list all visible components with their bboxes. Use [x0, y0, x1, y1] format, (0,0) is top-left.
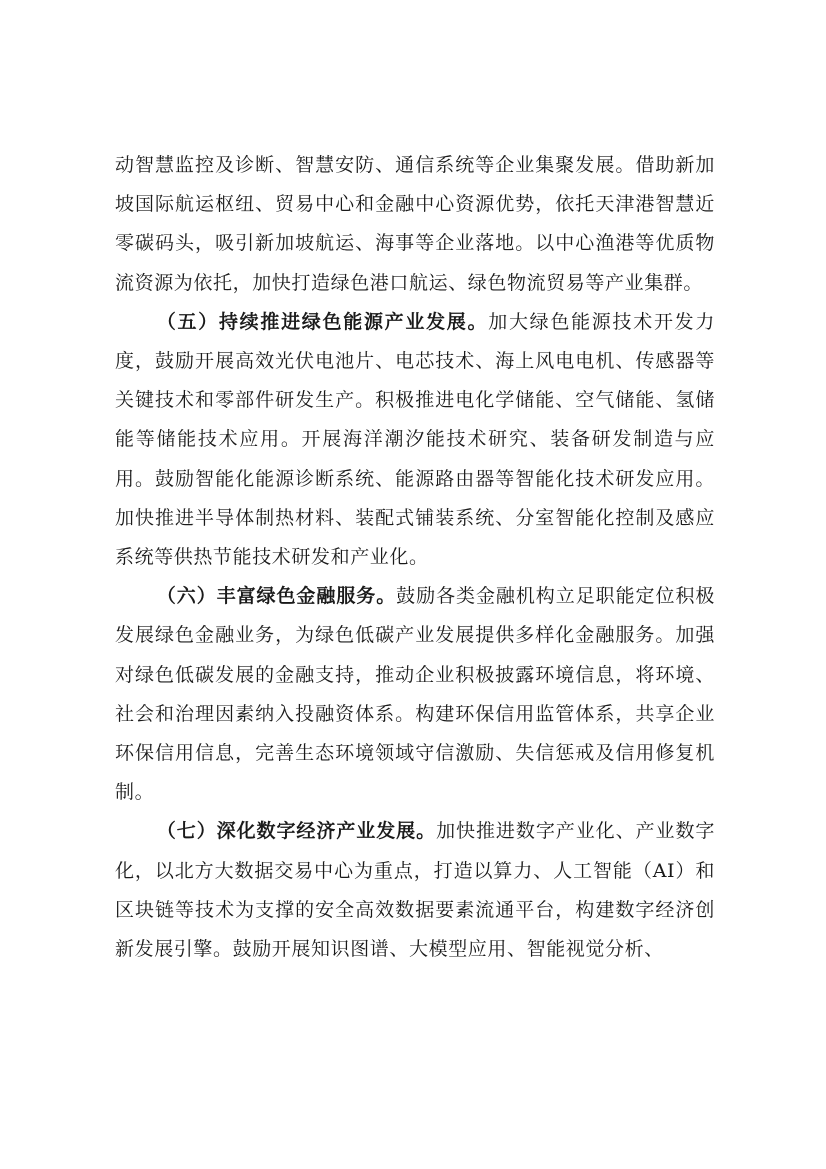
document-body: [115, 146, 715, 969]
paragraph-continuation: [115, 146, 715, 303]
section-heading: （五）持续推进绿色能源产业发展。: [156, 310, 489, 333]
paragraph-text: 动智慧监控及诊断、智慧安防、通信系统等企业集聚发展。借助新加坡国际航运枢纽、贸易中心和金融中心资源优势，依托天津港智慧近零碳码头，吸引新加坡航运、海事等企业落地。以中心渔港等优质物流资源为依托，加快打造绿色港口航运、绿色物流贸易等产业集群。: [115, 154, 715, 294]
paragraph-text: 鼓励各类金融机构立足职能定位积极发展绿色金融业务，为绿色低碳产业发展提供多样化金融服务。加强对绿色低碳发展的金融支持，推动企业积极披露环境信息，将环境、社会和治理因素纳入投融资体系。构建环保信用监管体系，共享企业环保信用信息，完善生态环境领域守信激励、失信惩戒及信用修复机制。: [115, 585, 715, 804]
section-heading: （六）丰富绿色金融服务。: [156, 585, 397, 608]
paragraph-green-finance: [115, 577, 715, 812]
paragraph-green-energy: [115, 303, 715, 577]
paragraph-digital-economy: [115, 812, 715, 969]
paragraph-text: 加大绿色能源技术开发力度，鼓励开展高效光伏电池片、电芯技术、海上风电电机、传感器等关键技术和零部件研发生产。积极推进电化学储能、空气储能、氢储能等储能技术应用。开展海洋潮汐能技术研究、装备研发制造与应用。鼓励智能化能源诊断系统、能源路由器等智能化技术研发应用。加快推进半导体制热材料、装配式铺装系统、分室智能化控制及感应系统等供热节能技术研发和产业化。: [115, 310, 715, 569]
paragraph-text: 加快推进数字产业化、产业数字化，以北方大数据交易中心为重点，打造以算力、人工智能（AI）和区块链等技术为支撑的安全高效数据要素流通平台，构建数字经济创新发展引擎。鼓励开展知识图谱、大模型应用、智能视觉分析、: [115, 820, 716, 961]
section-heading: （七）深化数字经济产业发展。: [156, 820, 437, 843]
